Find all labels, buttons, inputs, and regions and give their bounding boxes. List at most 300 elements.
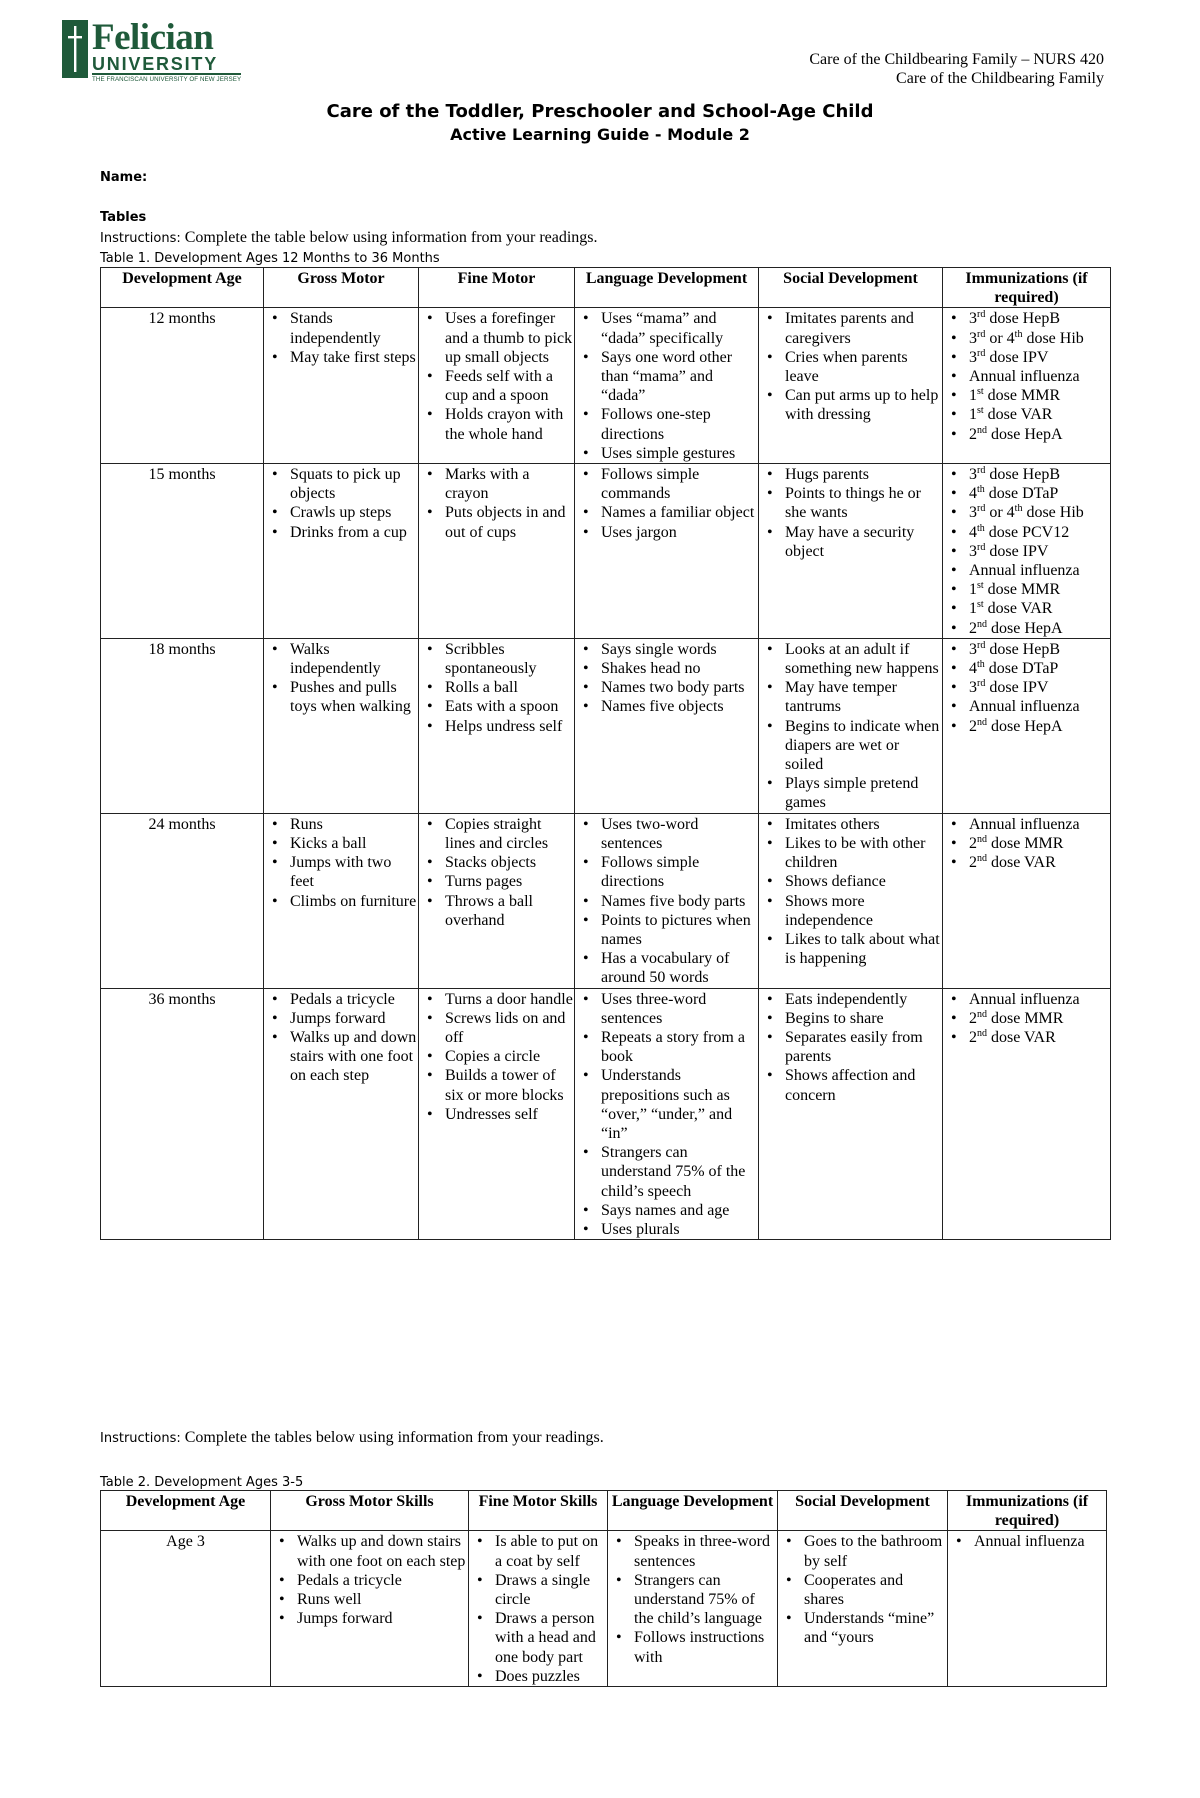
column-header: Gross Motor Skills	[271, 1491, 469, 1531]
list-item	[943, 834, 1110, 853]
ordinal-suffix: nd	[977, 833, 987, 845]
dose-text: dose HepA	[987, 717, 1063, 735]
list-item: • Follows simple commands	[575, 465, 758, 503]
fine-list	[469, 1532, 607, 1686]
list-item	[943, 367, 1110, 386]
list-item: • Names a familiar object	[575, 503, 758, 522]
list-item	[943, 484, 1110, 503]
dose-number: 3	[969, 504, 977, 522]
list-item	[943, 348, 1110, 367]
list-item: • Pedals a tricycle	[271, 1571, 468, 1590]
list-item: • Shows affection and concern	[759, 1066, 942, 1104]
ordinal-suffix: st	[977, 599, 984, 611]
list-item	[943, 619, 1110, 638]
list-item: • May have a security object	[759, 523, 942, 561]
list-item: • Jumps forward	[264, 1009, 418, 1028]
dose-number: 4	[969, 523, 977, 541]
column-header: Immunizations (if required)	[948, 1491, 1107, 1531]
list-item: • Feeds self with a cup and a spoon	[419, 367, 574, 405]
list-item	[943, 386, 1110, 405]
list-item: • Copies straight lines and circles	[419, 815, 574, 853]
list-item: • Pushes and pulls toys when walking	[264, 678, 418, 716]
list-item	[943, 425, 1110, 444]
list-item: • Climbs on furniture	[264, 892, 418, 911]
list-item: • Eats independently	[759, 990, 942, 1009]
dose-number: 3	[969, 310, 977, 328]
ordinal-suffix: st	[977, 386, 984, 398]
list-item: • Draws a single circle	[469, 1571, 607, 1609]
ordinal-suffix: nd	[977, 853, 987, 865]
fine-list	[419, 640, 574, 736]
course-line-2: Care of the Childbearing Family	[896, 70, 1104, 87]
dose-number: Annual influenza	[969, 815, 1080, 833]
fine-list	[419, 815, 574, 930]
list-item: • Follows simple directions	[575, 853, 758, 891]
ordinal-suffix: nd	[977, 424, 987, 436]
social-list	[759, 465, 942, 561]
immunizations-cell	[943, 308, 1111, 464]
column-header: Immunizations (if required)	[943, 268, 1111, 308]
fine-cell	[419, 638, 575, 813]
list-item: • Says single words	[575, 640, 758, 659]
list-item: • Walks independently	[264, 640, 418, 678]
gross-cell	[264, 813, 419, 988]
list-item: • Uses jargon	[575, 523, 758, 542]
immunizations-list	[948, 1532, 1106, 1551]
list-item	[943, 697, 1110, 716]
list-item	[943, 580, 1110, 599]
list-item: • Strangers can understand 75% of the child’s speech	[575, 1143, 758, 1201]
dose-number: 2	[969, 425, 977, 443]
dose-number: 1	[969, 600, 977, 618]
fine-cell	[419, 813, 575, 988]
instructions-1-label: Instructions:	[100, 231, 181, 246]
table-row	[101, 988, 1111, 1240]
age-cell: Age 3	[101, 1531, 271, 1687]
dose-text: dose DTaP	[984, 660, 1059, 678]
gross-list	[264, 309, 418, 367]
dose-number: 4	[969, 485, 977, 503]
list-item: • Repeats a story from a book	[575, 1028, 758, 1066]
dose-text: dose HepB	[985, 310, 1060, 328]
logo-university: UNIVERSITY	[92, 56, 241, 75]
fine-cell	[419, 308, 575, 464]
list-item	[943, 465, 1110, 484]
age-cell: 24 months	[101, 813, 264, 988]
instructions-1	[100, 229, 598, 247]
dose-text: dose VAR	[983, 406, 1053, 424]
table-2	[100, 1490, 1107, 1687]
ordinal-suffix: th	[977, 659, 985, 671]
list-item: • Stands independently	[264, 309, 418, 347]
dose-number: Annual influenza	[974, 1533, 1085, 1551]
language-list	[575, 309, 758, 463]
gross-cell	[264, 988, 419, 1240]
list-item: • Is able to put on a coat by self	[469, 1532, 607, 1570]
ordinal-suffix: rd	[977, 347, 986, 359]
document-title-block	[0, 100, 1200, 146]
list-item: • Uses “mama” and “dada” specifically	[575, 309, 758, 347]
column-header: Development Age	[101, 268, 264, 308]
list-item: • Cooperates and shares	[778, 1571, 947, 1609]
social-cell	[778, 1531, 948, 1687]
language-list	[575, 640, 758, 717]
table-row	[101, 638, 1111, 813]
list-item: • Does puzzles	[469, 1667, 607, 1686]
table-1	[100, 267, 1111, 1240]
list-item: • Follows one-step directions	[575, 405, 758, 443]
immunizations-list	[943, 815, 1110, 873]
table-row	[101, 308, 1111, 464]
ordinal-suffix: nd	[977, 1008, 987, 1020]
fine-list	[419, 465, 574, 542]
list-item: • Drinks from a cup	[264, 523, 418, 542]
dose-number: 3	[969, 329, 977, 347]
course-header	[809, 50, 1104, 88]
list-item: • Speaks in three-word sentences	[608, 1532, 777, 1570]
dose-number: 3	[969, 466, 977, 484]
list-item: • Understands prepositions such as “over,” “under,” and “in”	[575, 1066, 758, 1143]
column-header: Language Development	[608, 1491, 778, 1531]
cross-emblem-icon	[62, 20, 88, 78]
table-2-caption: Table 2. Development Ages 3-5	[100, 1475, 304, 1490]
table-1-body	[101, 308, 1111, 1240]
list-item: • Holds crayon with the whole hand	[419, 405, 574, 443]
social-list	[759, 309, 942, 424]
dose-number: 1	[969, 581, 977, 599]
instructions-2-text: Complete the tables below using information from your readings.	[180, 1429, 604, 1446]
list-item: • Pedals a tricycle	[264, 990, 418, 1009]
table-1-header-row	[101, 268, 1111, 308]
list-item: • Uses three-word sentences	[575, 990, 758, 1028]
dose-text: dose Hib	[1022, 504, 1084, 522]
list-item: • Shows more independence	[759, 892, 942, 930]
list-item: • Shakes head no	[575, 659, 758, 678]
table-1-caption: Table 1. Development Ages 12 Months to 36 Months	[100, 251, 440, 266]
list-item: • Helps undress self	[419, 717, 574, 736]
dose-number: Annual influenza	[969, 562, 1080, 580]
list-item	[943, 599, 1110, 618]
immunizations-cell	[943, 988, 1111, 1240]
ordinal-suffix: st	[977, 405, 984, 417]
list-item: • Likes to talk about what is happening	[759, 930, 942, 968]
list-item	[943, 990, 1110, 1009]
dose-text: dose DTaP	[984, 485, 1059, 503]
immunizations-list	[943, 990, 1110, 1048]
list-item: • Runs	[264, 815, 418, 834]
document-subtitle: Active Learning Guide - Module 2	[450, 125, 750, 144]
dose-number: 3	[969, 542, 977, 560]
ordinal-suffix: rd	[977, 678, 986, 690]
list-item: • Rolls a ball	[419, 678, 574, 697]
list-item	[943, 309, 1110, 328]
column-header: Language Development	[575, 268, 759, 308]
list-item	[943, 405, 1110, 424]
list-item: • Stacks objects	[419, 853, 574, 872]
dose-text: dose PCV12	[984, 523, 1070, 541]
ordinal-suffix: rd	[977, 503, 986, 515]
dose-text: dose HepA	[987, 619, 1063, 637]
instructions-1-text: Complete the table below using information from your readings.	[180, 229, 598, 246]
list-item: • Names five objects	[575, 697, 758, 716]
list-item: • Squats to pick up objects	[264, 465, 418, 503]
dose-number: Annual influenza	[969, 368, 1080, 386]
list-item: • Points to things he or she wants	[759, 484, 942, 522]
ordinal-suffix: th	[977, 484, 985, 496]
dose-text: dose HepA	[987, 425, 1063, 443]
list-item: • Understands “mine” and “yours	[778, 1609, 947, 1647]
list-item	[943, 640, 1110, 659]
logo-name: Felician	[92, 17, 214, 58]
list-item	[943, 815, 1110, 834]
instructions-2	[100, 1429, 604, 1447]
list-item: • Puts objects in and out of cups	[419, 503, 574, 541]
list-item	[943, 561, 1110, 580]
list-item: • Jumps with two feet	[264, 853, 418, 891]
list-item	[943, 659, 1110, 678]
list-item	[943, 1028, 1110, 1047]
social-cell	[759, 308, 943, 464]
list-item: • Crawls up steps	[264, 503, 418, 522]
column-header: Gross Motor	[264, 268, 419, 308]
table-row	[101, 464, 1111, 639]
list-item: • Hugs parents	[759, 465, 942, 484]
fine-list	[419, 309, 574, 443]
ordinal-suffix: nd	[977, 618, 987, 630]
list-item: • Uses two-word sentences	[575, 815, 758, 853]
dose-text: dose Hib	[1022, 329, 1084, 347]
dose-text: dose VAR	[983, 600, 1053, 618]
ordinal-suffix: rd	[977, 639, 986, 651]
social-cell	[759, 464, 943, 639]
age-cell: 12 months	[101, 308, 264, 464]
dose-number: 1	[969, 387, 977, 405]
list-item: • Follows instructions with	[608, 1628, 777, 1666]
dose-number: 4	[969, 660, 977, 678]
dose-number: 1	[969, 406, 977, 424]
social-cell	[759, 813, 943, 988]
dose-number: 2	[969, 619, 977, 637]
social-list	[759, 815, 942, 969]
list-item: • Walks up and down stairs with one foot on each step	[271, 1532, 468, 1570]
gross-cell	[264, 308, 419, 464]
list-item	[943, 542, 1110, 561]
list-item	[943, 678, 1110, 697]
list-item: • Runs well	[271, 1590, 468, 1609]
list-item	[943, 523, 1110, 542]
list-item: • Uses a forefinger and a thumb to pick up small objects	[419, 309, 574, 367]
ordinal-suffix: rd	[977, 465, 986, 477]
social-list	[759, 640, 942, 813]
age-cell: 36 months	[101, 988, 264, 1240]
dose-number: Annual influenza	[969, 698, 1080, 716]
fine-cell	[419, 988, 575, 1240]
list-item: • Separates easily from parents	[759, 1028, 942, 1066]
dose-number: 2	[969, 854, 977, 872]
fine-cell	[419, 464, 575, 639]
list-item	[943, 853, 1110, 872]
list-item: • Uses plurals	[575, 1220, 758, 1239]
university-logo	[62, 17, 242, 84]
gross-cell	[271, 1531, 469, 1687]
dose-text: dose MMR	[987, 834, 1064, 852]
ordinal-suffix: rd	[977, 309, 986, 321]
list-item: • Says one word other than “mama” and “dada”	[575, 348, 758, 406]
list-item: • Plays simple pretend games	[759, 774, 942, 812]
table-row	[101, 813, 1111, 988]
ordinal-suffix: rd	[977, 328, 986, 340]
dose-text: dose IPV	[985, 542, 1049, 560]
list-item: • Shows defiance	[759, 872, 942, 891]
gross-list	[264, 990, 418, 1086]
ordinal-suffix: th	[1014, 503, 1023, 515]
language-cell	[575, 638, 759, 813]
list-item: • Likes to be with other children	[759, 834, 942, 872]
dose-number: 3	[969, 348, 977, 366]
dose-text: dose MMR	[983, 581, 1061, 599]
language-list	[575, 465, 758, 542]
list-item	[943, 329, 1110, 348]
social-list	[778, 1532, 947, 1647]
course-line-1: Care of the Childbearing Family – NURS 420	[809, 51, 1104, 68]
list-item: • Scribbles spontaneously	[419, 640, 574, 678]
gross-list	[271, 1532, 468, 1628]
table-2-header-row	[101, 1491, 1107, 1531]
dose-number: 2	[969, 1028, 977, 1046]
dose-text: or 4	[985, 504, 1015, 522]
dose-number: 2	[969, 834, 977, 852]
immunizations-cell	[943, 638, 1111, 813]
column-header: Fine Motor	[419, 268, 575, 308]
dose-text: or 4	[985, 329, 1015, 347]
list-item: • May take first steps	[264, 348, 418, 367]
dose-text: dose VAR	[987, 854, 1056, 872]
ordinal-suffix: th	[1014, 328, 1023, 340]
list-item: • Walks up and down stairs with one foot on each step	[264, 1028, 418, 1086]
ordinal-suffix: nd	[977, 1027, 987, 1039]
list-item: • Kicks a ball	[264, 834, 418, 853]
list-item: • Says names and age	[575, 1201, 758, 1220]
fine-cell	[469, 1531, 608, 1687]
list-item	[943, 717, 1110, 736]
list-item: • Throws a ball overhand	[419, 892, 574, 930]
list-item: • Eats with a spoon	[419, 697, 574, 716]
dose-number: Annual influenza	[969, 990, 1080, 1008]
social-list	[759, 990, 942, 1105]
list-item: • Builds a tower of six or more blocks	[419, 1066, 574, 1104]
age-cell: 15 months	[101, 464, 264, 639]
social-cell	[759, 638, 943, 813]
list-item: • May have temper tantrums	[759, 678, 942, 716]
language-cell	[608, 1531, 778, 1687]
list-item: • Begins to share	[759, 1009, 942, 1028]
list-item: • Names two body parts	[575, 678, 758, 697]
gross-cell	[264, 638, 419, 813]
list-item: • Draws a person with a head and one body part	[469, 1609, 607, 1667]
dose-number: 2	[969, 1009, 977, 1027]
ordinal-suffix: th	[977, 522, 985, 534]
table-2-body	[101, 1531, 1107, 1687]
list-item: • Imitates others	[759, 815, 942, 834]
dose-text: dose IPV	[985, 679, 1049, 697]
column-header: Fine Motor Skills	[469, 1491, 608, 1531]
document-title: Care of the Toddler, Preschooler and School-Age Child	[326, 101, 874, 122]
list-item: • Cries when parents leave	[759, 348, 942, 386]
gross-cell	[264, 464, 419, 639]
list-item: • Imitates parents and caregivers	[759, 309, 942, 347]
language-cell	[575, 308, 759, 464]
language-cell	[575, 813, 759, 988]
immunizations-cell	[943, 813, 1111, 988]
list-item: • Copies a circle	[419, 1047, 574, 1066]
column-header: Social Development	[778, 1491, 948, 1531]
list-item	[943, 503, 1110, 522]
gross-list	[264, 465, 418, 542]
language-cell	[575, 988, 759, 1240]
dose-text: dose HepB	[985, 640, 1060, 658]
age-cell: 18 months	[101, 638, 264, 813]
immunizations-cell	[948, 1531, 1107, 1687]
social-cell	[759, 988, 943, 1240]
list-item: • Strangers can understand 75% of the child’s language	[608, 1571, 777, 1629]
list-item: • Can put arms up to help with dressing	[759, 386, 942, 424]
gross-list	[264, 815, 418, 911]
ordinal-suffix: nd	[977, 716, 987, 728]
dose-number: 2	[969, 717, 977, 735]
dose-text: dose HepB	[985, 466, 1060, 484]
language-cell	[575, 464, 759, 639]
list-item: • Marks with a crayon	[419, 465, 574, 503]
language-list	[608, 1532, 777, 1666]
dose-text: dose VAR	[987, 1028, 1056, 1046]
list-item	[943, 1009, 1110, 1028]
dose-text: dose MMR	[983, 387, 1061, 405]
list-item: • Points to pictures when names	[575, 911, 758, 949]
immunizations-cell	[943, 464, 1111, 639]
list-item: • Names five body parts	[575, 892, 758, 911]
table-row	[101, 1531, 1107, 1687]
list-item: • Undresses self	[419, 1105, 574, 1124]
list-item: • Looks at an adult if something new happens	[759, 640, 942, 678]
section-label: Tables	[100, 210, 147, 225]
fine-list	[419, 990, 574, 1124]
dose-number: 3	[969, 679, 977, 697]
column-header: Development Age	[101, 1491, 271, 1531]
list-item: • Has a vocabulary of around 50 words	[575, 949, 758, 987]
list-item: • Turns pages	[419, 872, 574, 891]
immunizations-list	[943, 465, 1110, 638]
language-list	[575, 990, 758, 1240]
list-item: • Turns a door handle	[419, 990, 574, 1009]
list-item: • Jumps forward	[271, 1609, 468, 1628]
list-item: • Goes to the bathroom by self	[778, 1532, 947, 1570]
dose-text: dose MMR	[987, 1009, 1064, 1027]
list-item: • Uses simple gestures	[575, 444, 758, 463]
logo-tagline: THE FRANCISCAN UNIVERSITY OF NEW JERSEY	[92, 76, 242, 83]
ordinal-suffix: st	[977, 580, 984, 592]
instructions-2-label: Instructions:	[100, 1431, 181, 1446]
ordinal-suffix: rd	[977, 541, 986, 553]
immunizations-list	[943, 309, 1110, 443]
list-item: • Screws lids on and off	[419, 1009, 574, 1047]
list-item	[948, 1532, 1106, 1551]
gross-list	[264, 640, 418, 717]
language-list	[575, 815, 758, 988]
dose-text: dose IPV	[985, 348, 1049, 366]
dose-number: 3	[969, 640, 977, 658]
name-label: Name:	[100, 170, 148, 185]
column-header: Social Development	[759, 268, 943, 308]
